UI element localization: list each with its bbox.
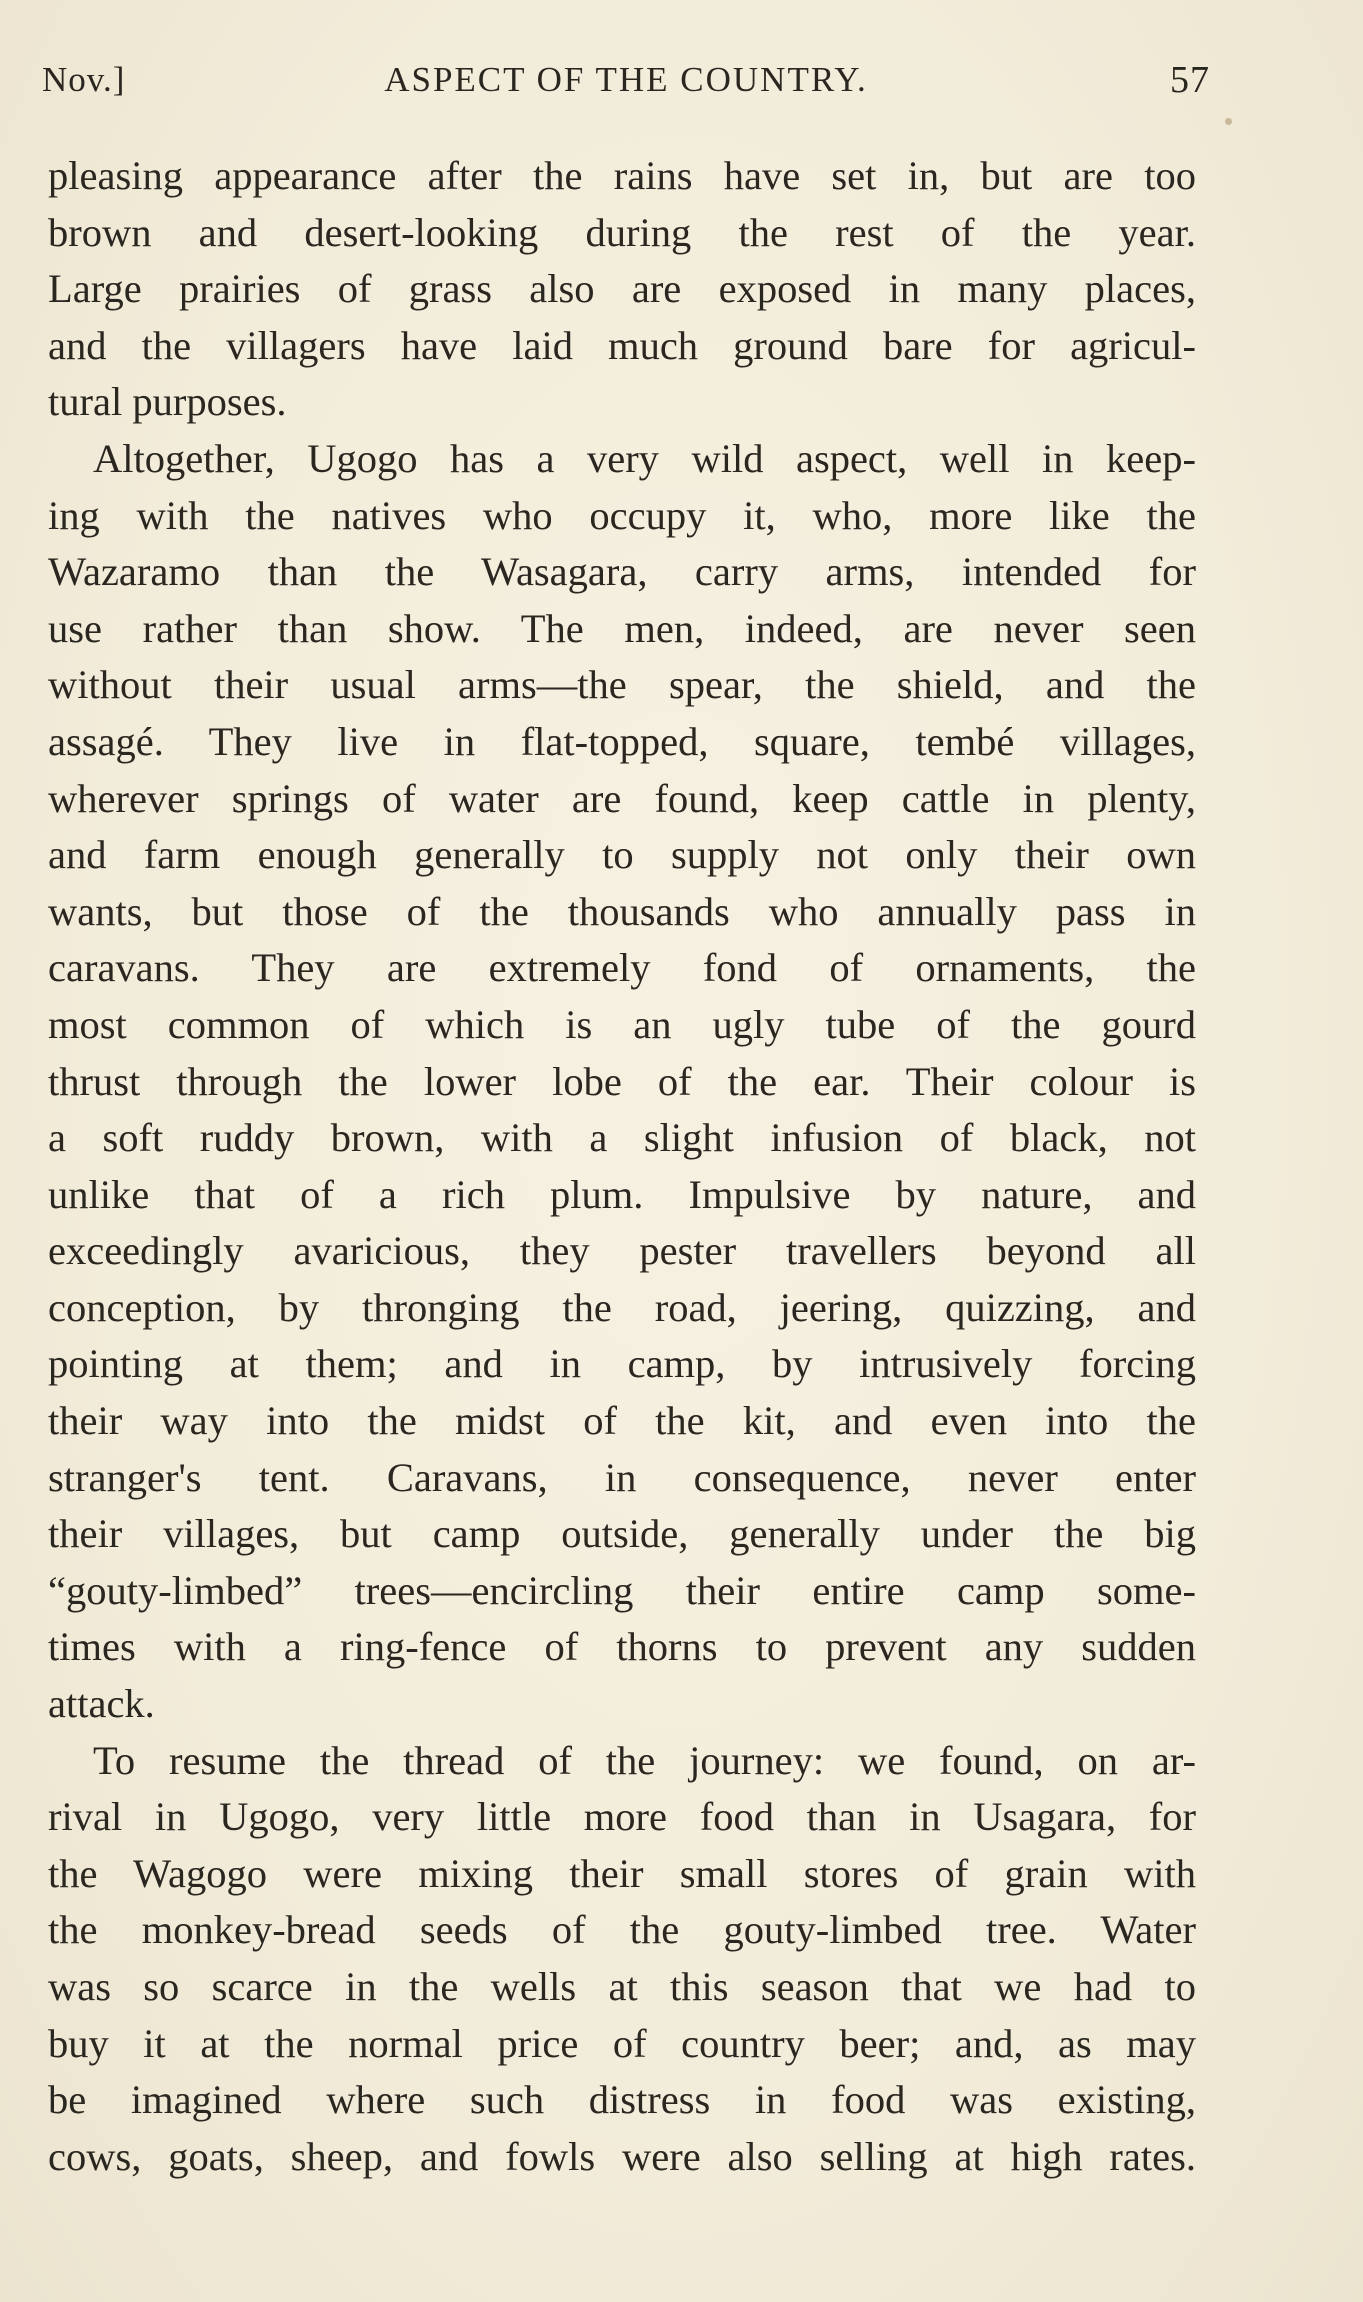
text-line: To resume the thread of the journey: we found, on ar-: [93, 1737, 1196, 1783]
text-line: Altogether, Ugogo has a very wild aspect, well in keep-: [93, 435, 1196, 481]
text-line: a soft ruddy brown, with a slight infusion of black, not: [48, 1115, 1196, 1161]
text-line: be imagined where such distress in food was existing,: [48, 2077, 1196, 2123]
text-line: without their usual arms—the spear, the shield, and the: [48, 662, 1196, 708]
text-line: rival in Ugogo, very little more food than in Usagara, for: [48, 1794, 1196, 1840]
text-line: was so scarce in the wells at this season that we had to: [48, 1964, 1196, 2009]
text-line: Wazaramo than the Wasagara, carry arms, intended for: [48, 549, 1196, 595]
text-line: “gouty-limbed” trees—encircling their entire camp some-: [48, 1567, 1196, 1613]
running-head-title: ASPECT OF THE COUNTRY.: [384, 60, 868, 99]
text-line: wherever springs of water are found, keep cattle in plenty,: [48, 775, 1196, 821]
text-line: the monkey-bread seeds of the gouty-limbed tree. Water: [48, 1907, 1196, 1953]
text-line: cows, goats, sheep, and fowls were also selling at high rates.: [48, 2133, 1196, 2179]
text-line: tural purposes.: [48, 379, 287, 425]
text-line: and the villagers have laid much ground bare for agricul-: [48, 322, 1196, 368]
body-text: [48, 148, 1196, 2185]
text-line: assagé. They live in flat-topped, square, tembé villages,: [48, 718, 1196, 764]
text-line: unlike that of a rich plum. Impulsive by nature, and: [48, 1171, 1196, 1217]
text-line: thrust through the lower lobe of the ear. Their colour is: [48, 1058, 1196, 1104]
text-line: caravans. They are extremely fond of ornaments, the: [48, 945, 1196, 991]
text-line: and farm enough generally to supply not only their own: [48, 832, 1196, 878]
text-line: pleasing appearance after the rains have set in, but are too: [48, 153, 1196, 198]
text-line: exceedingly avaricious, they pester travellers beyond all: [48, 1228, 1196, 1274]
text-line: conception, by thronging the road, jeering, quizzing, and: [48, 1284, 1196, 1330]
text-line: most common of which is an ugly tube of the gourd: [48, 1001, 1196, 1047]
text-line: brown and desert-looking during the rest of the year.: [48, 209, 1196, 255]
text-line: the Wagogo were mixing their small stores of grain with: [48, 1850, 1196, 1896]
text-line: wants, but those of the thousands who annually pass in: [48, 888, 1196, 934]
text-line: their villages, but camp outside, generally under the big: [48, 1511, 1196, 1557]
text-line: buy it at the normal price of country beer; and, as may: [48, 2020, 1196, 2066]
text-line: their way into the midst of the kit, and even into the: [48, 1398, 1196, 1444]
running-head-month: Nov.]: [42, 60, 126, 99]
text-line: pointing at them; and in camp, by intrusively forcing: [48, 1341, 1196, 1387]
text-line: attack.: [48, 1681, 155, 1727]
text-line: stranger's tent. Caravans, in consequence, never enter: [48, 1454, 1196, 1500]
text-line: Large prairies of grass also are exposed in many places,: [48, 266, 1196, 312]
text-line: times with a ring-fence of thorns to prevent any sudden: [48, 1624, 1196, 1670]
paper-speck: [1225, 118, 1232, 125]
running-head: [42, 60, 1210, 106]
text-line: use rather than show. The men, indeed, are never seen: [48, 605, 1196, 651]
text-line: ing with the natives who occupy it, who, more like the: [48, 492, 1196, 538]
page-number: 57: [1170, 59, 1210, 101]
